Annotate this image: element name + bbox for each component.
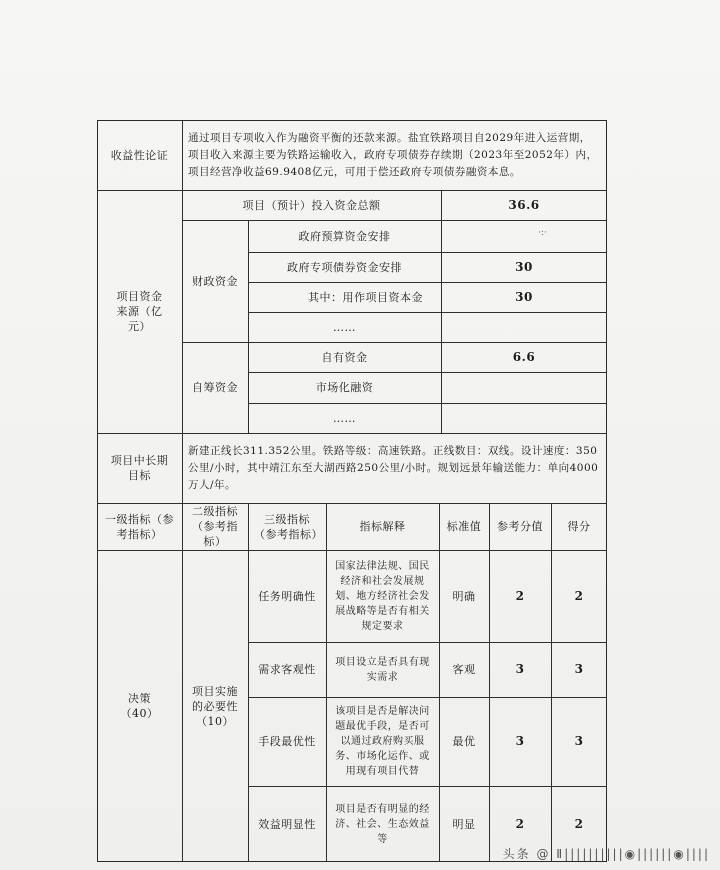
level1-decision: 决策（40） [120,692,159,720]
indicator-score: 3 [574,662,584,676]
indicator-desc: 国家法律法规、国民经济和社会发展规划、地方经济社会发展战略等是否有相关规定要求 [335,560,430,632]
header-level1: 一级指标（参考指标） [105,512,174,541]
indicator-ref-score: 3 [515,734,525,748]
funding-label: 项目资金来源（亿元） [116,290,163,333]
funding-total-label: 项目（预计）投入资金总额 [242,198,381,212]
indicator-standard: 客观 [452,663,476,676]
indicator-desc: 项目设立是否具有现实需求 [335,656,430,683]
fiscal-row-label: 其中：用作项目资本金 [308,290,423,304]
self-row-label: …… [333,411,356,425]
fiscal-label: 财政资金 [192,274,238,288]
indicator-standard: 最优 [452,735,476,748]
fiscal-row-label: 政府专项债券资金安排 [287,260,402,274]
indicator-standard: 明显 [452,817,476,831]
self-row-value: 6.6 [512,349,536,364]
indicator-ref-score: 2 [515,588,525,603]
indicator-name: 任务明确性 [258,589,316,603]
self-row-value [441,372,607,403]
indicator-desc: 该项目是否是解决问题最优手段，是否可以通过政府购买服务、市场化运作、或用现有项目代替 [335,706,430,777]
fiscal-row-value: 30 [515,289,533,304]
revenue-label: 收益性论证 [110,148,169,162]
fiscal-row-label: …… [333,320,356,334]
fiscal-row-value [441,312,607,342]
self-row-label: 市场化融资 [315,381,374,394]
indicator-ref-score: 2 [515,816,525,831]
self-funding-label: 自筹资金 [192,381,238,394]
self-row-label: 自有资金 [321,350,368,364]
fiscal-row-value: 30 [515,259,533,274]
header-ref-score: 参考分值 [497,520,543,533]
indicator-standard: 明确 [452,589,476,603]
header-level2: 二级指标（参考指标） [192,505,238,548]
indicator-ref-score: 3 [515,662,525,676]
indicator-score: 2 [574,816,584,831]
revenue-text: 通过项目专项收入作为融资平衡的还款来源。盐宜铁路项目自2029年进入运营期，项目收入来源主要为铁路运输收入，政府专项债券存续期（2023年至2052年）内，项目经营净收益69.9408亿元，可用于偿还政府专项债券融资本息。 [188,131,598,178]
indicator-desc: 项目是否有明显的经济、社会、生态效益等 [335,803,430,845]
goal-label: 项目中长期目标 [110,454,169,482]
level2-necessity: 项目实施的必要性（10） [192,684,238,728]
header-score: 得分 [567,520,591,533]
indicator-name: 手段最优性 [258,735,316,748]
indicator-name: 效益明显性 [258,817,316,831]
funding-total-value: 36.6 [508,197,540,212]
goal-text: 新建正线长311.352公里。铁路等级：高速铁路。正线数目：双线。设计速度：350公里/小时，其中靖江东至大湖西路250公里/小时。规划远景年输送能力：单向4000万人/年。 [188,444,599,491]
header-standard: 标准值 [446,520,482,533]
header-explanation: 指标解释 [359,520,406,533]
fiscal-row-label: 政府预算资金安排 [298,229,391,243]
fiscal-row-value [441,220,607,252]
indicator-score: 2 [574,588,584,603]
scan-smudge: ·:· [538,228,547,238]
indicator-score: 3 [574,734,584,748]
header-level3: 三级指标（参考指标） [254,512,323,541]
watermark: 头条 @ Ⅱ||||||||||◉||||||◉|||| [502,847,710,861]
self-row-value [441,403,607,433]
indicator-name: 需求客观性 [258,663,316,676]
